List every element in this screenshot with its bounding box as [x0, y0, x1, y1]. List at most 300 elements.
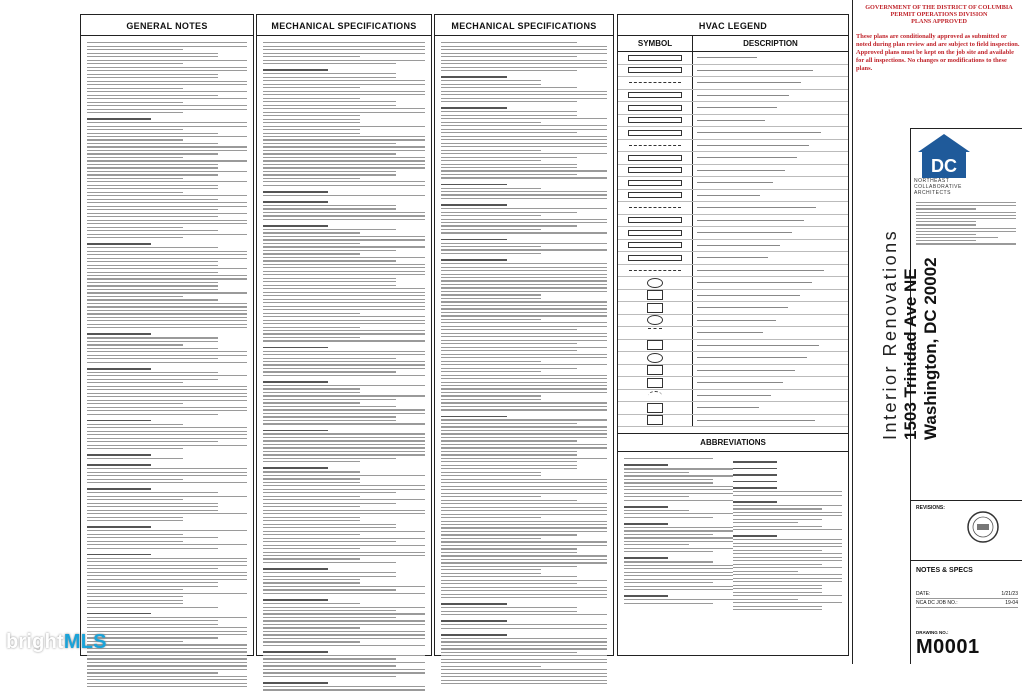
text-line [263, 662, 425, 663]
text-line [441, 486, 607, 487]
text-line [441, 91, 607, 92]
text-line [87, 254, 247, 255]
text-line [87, 139, 183, 140]
text-line [87, 431, 247, 432]
text-line [263, 191, 328, 193]
text-line [916, 218, 1016, 219]
hvac-legend-row [618, 90, 848, 103]
text-line [441, 118, 607, 119]
text-line [87, 382, 183, 383]
text-line [441, 388, 607, 389]
text-line [87, 389, 247, 390]
text-line [263, 603, 360, 604]
text-line [87, 400, 247, 401]
text-line [441, 583, 577, 584]
text-line [263, 413, 425, 414]
text-line [87, 448, 183, 449]
text-line [263, 77, 396, 78]
text-line [263, 153, 396, 154]
text-line [263, 84, 425, 85]
text-line [263, 56, 360, 57]
text-line [441, 680, 607, 681]
text-line [87, 617, 247, 618]
text-line [87, 613, 151, 615]
text-line [441, 419, 607, 420]
text-line [441, 580, 607, 581]
text-line [733, 609, 822, 610]
hvac-symbol [618, 190, 693, 202]
text-line [87, 67, 247, 68]
text-line [263, 534, 360, 535]
text-line [87, 306, 247, 307]
text-line [441, 357, 607, 358]
text-line [263, 579, 360, 580]
text-line [87, 558, 247, 559]
text-line [87, 150, 247, 151]
text-line [263, 555, 425, 556]
text-line [733, 581, 842, 582]
text-line [87, 289, 218, 290]
text-line [441, 361, 541, 362]
text-line [263, 316, 425, 317]
text-line [733, 567, 842, 568]
text-line [87, 136, 247, 137]
text-line [263, 232, 360, 233]
text-line [87, 243, 151, 245]
text-line [263, 212, 425, 213]
text-line [263, 385, 425, 386]
text-line [441, 587, 607, 588]
text-line [624, 572, 733, 573]
text-line [263, 94, 425, 95]
hvac-legend-row [618, 340, 848, 353]
text-line [441, 170, 607, 171]
text-line [441, 371, 541, 372]
text-line [87, 492, 218, 493]
hvac-symbol [618, 402, 693, 414]
text-line [733, 564, 822, 565]
text-line [263, 478, 360, 479]
text-line [733, 491, 842, 492]
text-line [263, 599, 328, 601]
text-line [263, 645, 425, 646]
text-line [441, 475, 541, 476]
text-line [733, 585, 822, 586]
text-line [87, 620, 218, 621]
text-line [263, 101, 396, 102]
text-line [87, 42, 247, 43]
text-line [263, 475, 425, 476]
project-type: Interior Renovations [880, 228, 900, 440]
text-line [87, 372, 218, 373]
text-line [263, 381, 328, 383]
text-line [87, 230, 218, 231]
text-line [263, 624, 425, 625]
text-line [263, 122, 360, 123]
text-line [916, 224, 976, 225]
text-line [441, 122, 541, 123]
text-line [263, 340, 425, 341]
text-line [87, 441, 218, 442]
text-line [263, 548, 360, 549]
text-line [624, 575, 733, 576]
hvac-symbol [618, 127, 693, 139]
hvac-legend-row [618, 52, 848, 65]
text-line [441, 49, 607, 50]
text-line [441, 555, 607, 556]
text-line [263, 399, 396, 400]
text-line [263, 430, 328, 432]
text-line [441, 628, 607, 629]
text-line [263, 267, 425, 268]
hvac-description [693, 57, 848, 58]
text-line [87, 526, 151, 528]
text-line [441, 174, 577, 175]
text-line [87, 213, 247, 214]
text-line [263, 506, 360, 507]
text-line [441, 382, 607, 383]
text-line [87, 265, 218, 266]
text-line [263, 174, 396, 175]
text-line [87, 634, 247, 635]
text-line [263, 320, 425, 321]
text-line [263, 63, 396, 64]
text-line [263, 313, 360, 314]
hvac-legend-row [618, 115, 848, 128]
text-line [87, 84, 247, 85]
text-line [733, 512, 842, 513]
text-line [87, 362, 247, 363]
text-line [624, 579, 733, 580]
text-line [624, 565, 733, 566]
text-line [263, 375, 425, 376]
hvac-symbol [618, 202, 693, 214]
hvac-legend-row [618, 102, 848, 115]
text-line [87, 679, 247, 680]
project-address-1: 1503 Trinidad Ave NE [901, 268, 920, 440]
text-line [87, 337, 218, 338]
text-line [87, 662, 247, 663]
text-line [87, 195, 247, 196]
project-address-2: Washington, DC 20002 [921, 257, 940, 440]
text-line [263, 112, 425, 113]
text-line [441, 111, 577, 112]
text-line [624, 493, 733, 494]
text-line [441, 409, 607, 410]
text-line [733, 501, 777, 503]
text-line [441, 447, 607, 448]
text-line [263, 485, 425, 486]
text-line [441, 559, 607, 560]
text-line [87, 403, 183, 404]
text-line [441, 208, 607, 209]
text-line [87, 482, 247, 483]
text-line [87, 185, 218, 186]
text-line [263, 527, 396, 528]
hvac-legend-row [618, 390, 848, 403]
text-line [441, 329, 577, 330]
text-line [624, 479, 713, 480]
hvac-legend-row [618, 127, 848, 140]
job-value: 19-04 [1005, 600, 1018, 606]
text-line [441, 246, 541, 247]
text-line [441, 433, 607, 434]
text-line [263, 351, 425, 352]
text-line [263, 444, 425, 445]
text-line [733, 606, 822, 607]
text-line [263, 330, 425, 331]
mechanical-specs-column-2 [434, 14, 614, 656]
text-line [441, 392, 607, 393]
text-line [87, 683, 247, 684]
text-line [916, 212, 1016, 213]
text-line [263, 108, 425, 109]
text-line [263, 219, 425, 220]
text-line [263, 631, 425, 632]
text-line [441, 666, 541, 667]
text-line [441, 548, 577, 549]
text-line [87, 368, 151, 370]
text-line [441, 326, 607, 327]
text-line [263, 371, 396, 372]
text-line [87, 320, 247, 321]
text-line [441, 232, 607, 233]
text-line [441, 676, 607, 677]
text-line [733, 574, 842, 575]
hvac-legend-row [618, 315, 848, 328]
text-line [263, 562, 396, 563]
text-line [87, 386, 247, 387]
date-row [916, 590, 1018, 599]
text-line [441, 287, 607, 288]
text-line [263, 160, 425, 161]
text-line [441, 416, 507, 418]
text-line [441, 243, 607, 244]
text-line [441, 312, 607, 313]
text-line [263, 402, 360, 403]
hvac-legend-column [617, 14, 849, 656]
mechanical-specs-body-2 [435, 36, 613, 691]
architect-seal [966, 510, 1000, 544]
text-line [441, 184, 507, 186]
hvac-legend-row [618, 402, 848, 415]
hvac-symbol [618, 302, 693, 314]
text-line [441, 204, 507, 206]
text-line [441, 274, 607, 275]
text-line [733, 588, 822, 589]
text-line [87, 534, 183, 535]
text-line [441, 454, 577, 455]
text-line [441, 146, 607, 147]
text-line [263, 499, 425, 500]
text-line [441, 645, 607, 646]
text-line [87, 164, 218, 165]
permit-conditions-text: These plans are conditionally approved as submitted or noted during plan review and are subject to field inspection. Approved plans must be kept on the job site and available for all inspections. No changes or modifications to these plans. [856, 33, 1020, 73]
text-line [624, 595, 668, 597]
text-line [87, 506, 218, 507]
text-line [263, 437, 425, 438]
text-line [624, 541, 733, 542]
text-line [441, 239, 507, 241]
hvac-legend-row [618, 190, 848, 203]
text-line [263, 69, 328, 71]
text-line [733, 535, 777, 537]
text-line [87, 251, 247, 252]
text-line [87, 282, 218, 283]
text-line [263, 42, 425, 43]
text-line [441, 157, 577, 158]
text-line [441, 340, 607, 341]
text-line [624, 482, 713, 483]
text-line [87, 548, 218, 549]
hvac-symbol [618, 265, 693, 277]
hvac-symbol [618, 165, 693, 177]
text-line [87, 278, 247, 279]
text-line [87, 438, 247, 439]
text-line [263, 281, 396, 282]
text-line [87, 464, 151, 466]
text-line [441, 538, 541, 539]
firm-logo [914, 132, 974, 180]
text-line [441, 576, 577, 577]
text-line [441, 67, 607, 68]
text-line [624, 599, 733, 600]
text-line [441, 70, 577, 71]
text-line [441, 662, 607, 663]
text-line [263, 205, 396, 206]
text-line [87, 468, 247, 469]
watermark-text: bright [6, 631, 64, 653]
text-line [441, 305, 607, 306]
hvac-legend-row [618, 415, 848, 428]
text-line [624, 472, 689, 473]
hvac-legend-row [618, 227, 848, 240]
text-line [263, 309, 425, 310]
text-line [87, 275, 247, 276]
text-line [441, 280, 607, 281]
general-notes-title: GENERAL NOTES [81, 15, 253, 36]
text-line [441, 160, 541, 161]
text-line [263, 496, 360, 497]
text-line [441, 167, 577, 168]
text-line [733, 474, 777, 476]
text-line [263, 451, 425, 452]
text-line [441, 517, 541, 518]
text-line [87, 216, 218, 217]
text-line [87, 324, 247, 325]
text-line [263, 157, 425, 158]
text-line [263, 181, 425, 182]
text-line [87, 102, 183, 103]
hvac-description [693, 295, 848, 296]
hvac-symbol [618, 227, 693, 239]
text-line [263, 665, 396, 666]
text-line [263, 129, 360, 130]
hvac-legend-row [618, 165, 848, 178]
text-line [263, 586, 425, 587]
text-line [87, 348, 218, 349]
abbreviations-title: ABBREVIATIONS [618, 433, 848, 452]
text-line [441, 496, 541, 497]
hvac-symbol [618, 152, 693, 164]
text-line [733, 550, 822, 551]
hvac-legend-row [618, 327, 848, 340]
text-line [441, 655, 607, 656]
text-line [263, 105, 396, 106]
hvac-description [693, 195, 848, 196]
text-line [733, 468, 777, 470]
job-label: NCA DC JOB NO.: [916, 600, 958, 606]
hvac-legend-row [618, 215, 848, 228]
text-line [441, 541, 607, 542]
hvac-description [693, 107, 848, 108]
text-line [87, 537, 218, 538]
text-line [87, 313, 247, 314]
text-line [624, 548, 733, 549]
text-line [441, 153, 607, 154]
text-line [87, 530, 247, 531]
hvac-description [693, 282, 848, 283]
text-line [87, 589, 183, 590]
text-line [441, 343, 577, 344]
text-line [263, 46, 425, 47]
job-row [916, 599, 1018, 608]
text-line [263, 420, 396, 421]
text-line [87, 292, 247, 293]
text-line [733, 539, 842, 540]
text-line [441, 87, 577, 88]
text-line [87, 299, 218, 300]
text-line [441, 406, 607, 407]
hvac-description [693, 307, 848, 308]
text-line [441, 648, 607, 649]
text-line [441, 590, 607, 591]
text-line [263, 651, 328, 653]
text-line [624, 551, 713, 552]
text-line [441, 659, 607, 660]
text-line [441, 458, 607, 459]
text-line [87, 81, 247, 82]
text-line [87, 375, 247, 376]
text-line [733, 578, 842, 579]
hvac-description [693, 220, 848, 221]
text-line [733, 461, 777, 463]
text-line [441, 301, 607, 302]
hvac-description [693, 332, 848, 333]
hvac-description [693, 357, 848, 358]
text-line [87, 63, 183, 64]
text-line [441, 84, 541, 85]
text-line [441, 426, 607, 427]
text-line [263, 461, 360, 462]
text-line [441, 673, 607, 674]
text-line [87, 676, 247, 677]
text-line [263, 285, 396, 286]
text-line [441, 150, 541, 151]
text-line [624, 537, 733, 538]
text-line [624, 464, 668, 466]
text-line [87, 118, 151, 120]
text-line [263, 264, 425, 265]
abbreviations-list [618, 452, 848, 616]
text-line [441, 368, 577, 369]
text-line [87, 603, 183, 604]
hvac-legend-header [618, 36, 848, 52]
text-line [263, 299, 425, 300]
text-line [263, 538, 425, 539]
text-line [263, 278, 396, 279]
text-line [87, 355, 247, 356]
